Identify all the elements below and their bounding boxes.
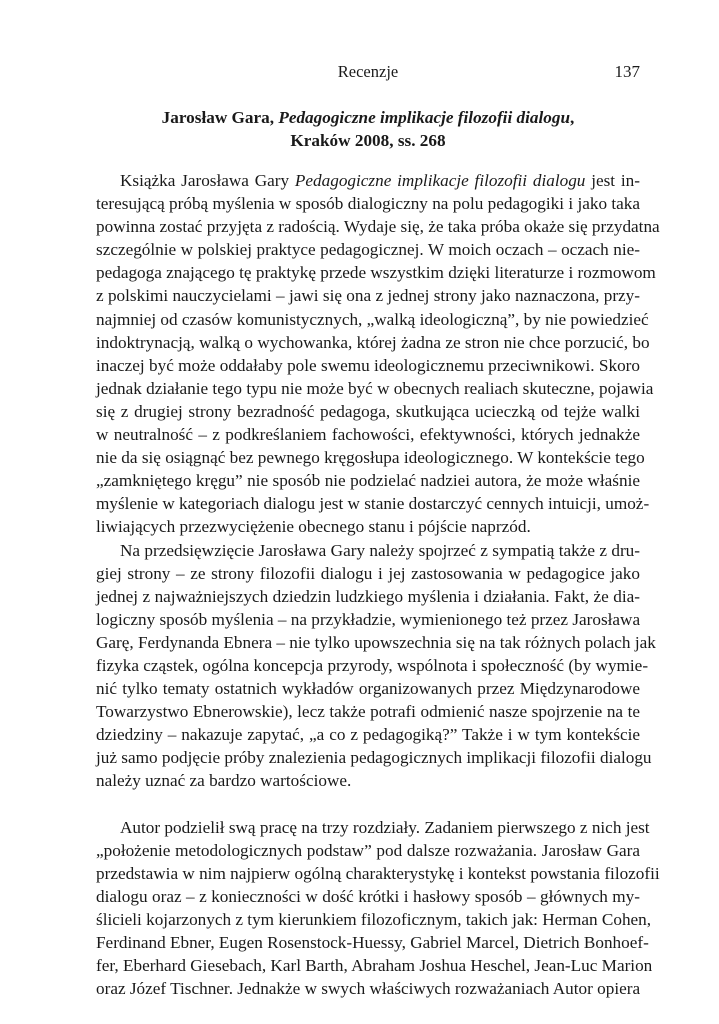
text-line: nić tylko tematy ostatnich wykładów organizowanych przez Międzynarodowe <box>96 679 640 699</box>
text-line: „położenie metodologicznych podstaw” pod dalsze rozważania. Jarosław Gara <box>96 840 640 860</box>
review-title-line-1 <box>96 106 640 129</box>
text-line: Ferdinand Ebner, Eugen Rosenstock-Huessy, Gabriel Marcel, Dietrich Bonhoef- <box>96 933 649 952</box>
text-line: pedagoga znającego tę praktykę przede wszystkim dzięki literaturze i rozmowom <box>96 263 656 283</box>
text-line: dialogu oraz – z konieczności w dość krótki i hasłowy sposób – głównych my- <box>96 886 640 906</box>
text-line: liwiających przezwyciężenie obecnego stanu i pójście naprzód. <box>96 517 531 537</box>
text-line: fer, Eberhard Giesebach, Karl Barth, Abraham Joshua Heschel, Jean-Luc Marion <box>96 956 653 976</box>
text-line: już samo podjęcie próby znalezienia pedagogicznych implikacji filozofii dialogu <box>96 748 652 768</box>
publication-details: Kraków 2008, ss. 268 <box>290 131 446 150</box>
paragraph-1 <box>96 169 660 539</box>
reviewed-book-title: Pedagogiczne implikacje filozofii dialogu <box>278 108 571 127</box>
text-line: dziedziny – nakazuje zapytać, „a co z pedagogiką?” Także i w tym kontekście <box>96 725 640 745</box>
text-line: logiczny sposób myślenia – na przykładzie, wymienionego też przez Jarosława <box>96 609 641 629</box>
page <box>96 0 660 1024</box>
text-line: nie da się osiągnąć bez pewnego kręgosłupa ideologicznego. W kontekście tego <box>96 448 645 468</box>
text-line: powinna zostać przyjęta z radością. Wydaje się, że taka próba okaże się przydatna <box>96 217 660 237</box>
text-line <box>96 169 640 192</box>
text-line: oraz Józef Tischner. Jednakże w swych właściwych rozważaniach Autor opiera <box>96 979 641 999</box>
review-body <box>96 169 660 1000</box>
text-line: szczególnie w polskiej praktyce pedagogicznej. W moich oczach – oczach nie- <box>96 240 640 260</box>
text-line: „zamkniętego kręgu” nie sposób nie podzielać nadziei autora, że może właśnie <box>96 471 640 491</box>
text-line: Garę, Ferdynanda Ebnera – nie tylko upowszechnia się na tak różnych polach jak <box>96 632 656 652</box>
text-line: z polskimi nauczycielami – jawi się ona z jednej strony jako naznaczona, przy- <box>96 286 640 306</box>
text-line: Na przedsięwzięcie Jarosława Gary należy spojrzeć z sympatią także z dru- <box>120 540 640 560</box>
text-line: jednej z najważniejszych dziedzin ludzkiego myślenia i działania. Fakt, że dia- <box>96 586 640 606</box>
line-text: Książka Jarosława Gary <box>120 171 295 190</box>
line-text: jest in- <box>585 171 640 190</box>
review-title <box>96 106 640 152</box>
running-head <box>96 62 640 86</box>
book-title-italic: Pedagogiczne implikacje filozofii dialogu <box>294 171 586 190</box>
text-line: się z drugiej strony bezradność pedagoga, skutkująca ucieczką od tejże walki <box>96 401 640 421</box>
title-comma: , <box>570 108 575 127</box>
page-number: 137 <box>614 62 640 81</box>
text-line: ślicieli kojarzonych z tym kierunkiem filozoficznym, takich jak: Herman Cohen, <box>96 909 652 929</box>
text-line: fizyka cząstek, ogólna koncepcja przyrody, wspólnota i społeczność (by wymie- <box>96 655 649 675</box>
text-line: indoktrynacją, walką o wychowanka, której żadna ze stron nie chce porzucić, bo <box>96 332 650 352</box>
text-line: myślenie w kategoriach dialogu jest w stanie dostarczyć cennych intuicji, umoż- <box>96 494 650 514</box>
text-line: przedstawia w nim najpierw ogólną charakterystykę i kontekst powstania filozofii <box>96 863 660 883</box>
paragraph-3 <box>96 816 660 1001</box>
section-title: Recenzje <box>337 62 399 81</box>
text-line: w neutralność – z podkreślaniem fachowości, efektywności, których jednakże <box>96 425 640 445</box>
text-line: Towarzystwo Ebnerowskie), lecz także potrafi odmienić nasze spojrzenie na te <box>96 702 640 722</box>
text-line: najmniej od czasów komunistycznych, „walką ideologiczną”, by nie powiedzieć <box>96 309 649 329</box>
text-line: giej strony – ze strony filozofii dialogu i jej zastosowania w pedagogice jako <box>96 563 640 583</box>
text-line: należy uznać za bardzo wartościowe. <box>96 771 352 791</box>
text-line: inaczej być może oddałaby pole swemu ideologicznemu przeciwnikowi. Skoro <box>96 355 640 375</box>
paragraph-2 <box>96 539 656 793</box>
reviewed-author: Jarosław Gara, <box>161 108 279 127</box>
text-line: Autor podzielił swą pracę na trzy rozdziały. Zadaniem pierwszego z nich jest <box>120 817 650 837</box>
text-line: jednak działanie tego typu nie może być w obecnych realiach skuteczne, pojawia <box>96 378 654 398</box>
text-line: teresującą próbą myślenia w sposób dialogiczny na polu pedagogiki i jako taka <box>96 194 640 214</box>
